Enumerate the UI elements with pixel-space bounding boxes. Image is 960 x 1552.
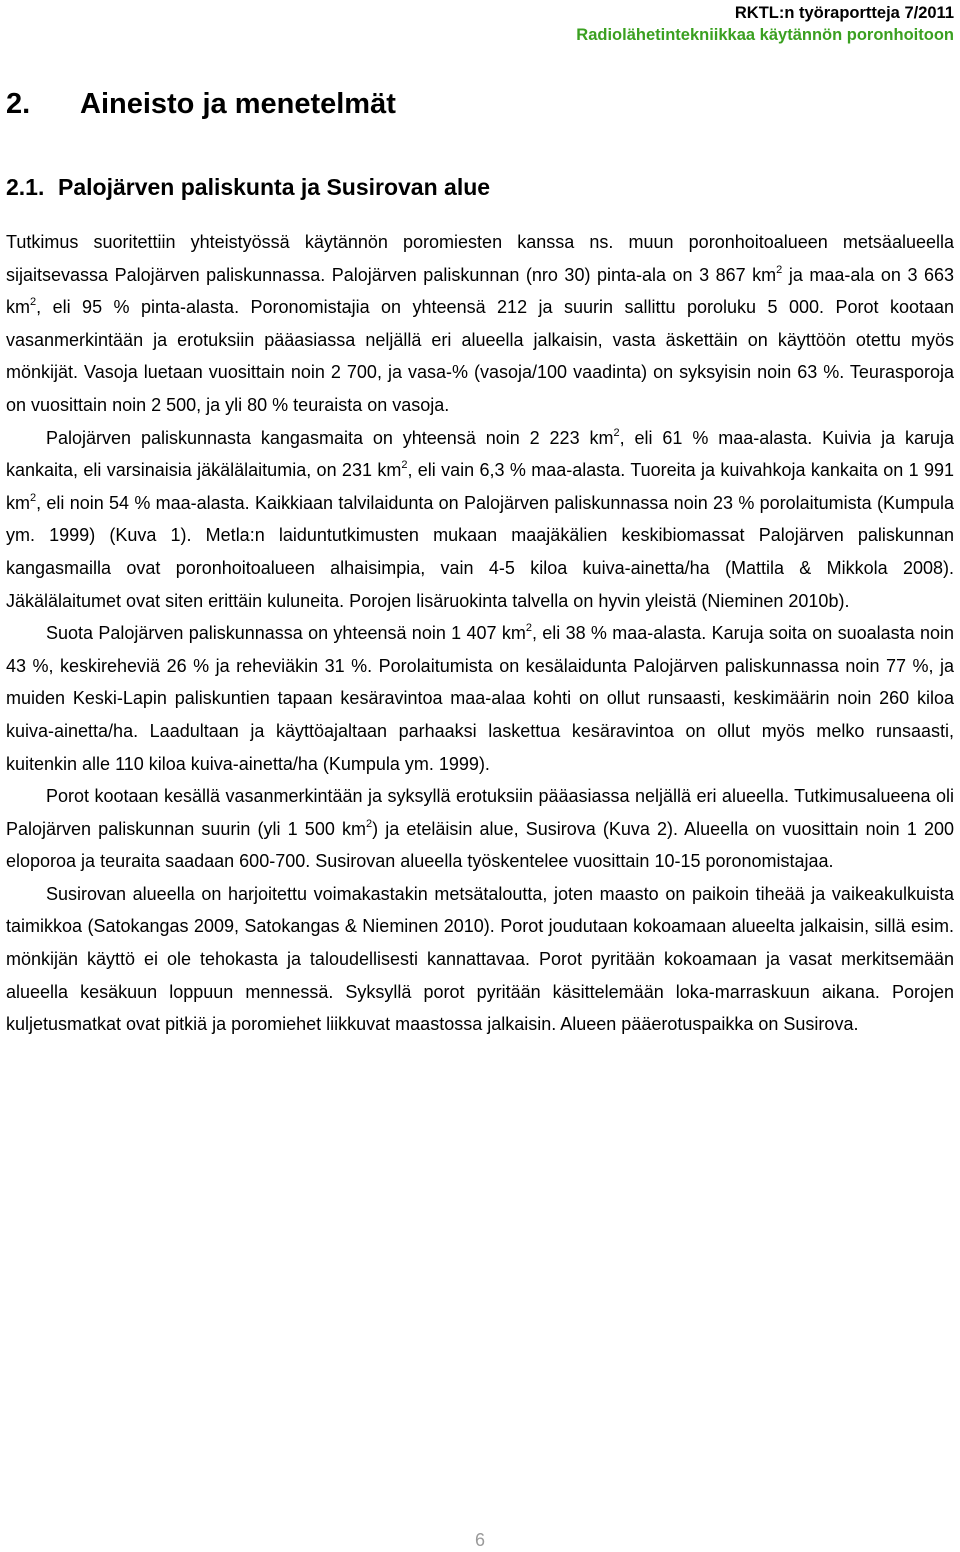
- paragraph-1: Tutkimus suoritettiin yhteistyössä käytännön poromiesten kanssa ns. muun poronhoitoalueen metsäalueella sijaitsevassa Palojärven paliskunnassa. Palojärven paliskunnan (nro 30) pinta-ala on 3 867 $km^2$ ja maa-ala on 3 663 $km^2$, eli 95 % pinta-alasta. Poronomistajia on yhteensä 212 ja suurin sallittu poroluku 5 000. Porot kootaan vasanmerkintään ja erotuksiin pääasiassa neljällä eri alueella jalkaisin, vasta äskettäin on käyttöön otettu myös mönkijät. Vasoja luetaan vuosittain noin 2 700, ja vasa-% (vasoja/100 vaadinta) on syksyisin noin 63 %. Teurasporoja on vuosittain noin 2 500, ja yli 80 % teuraista on vasoja.: [6, 232, 955, 415]
- report-series: RKTL:n työraportteja 7/2011: [734, 4, 954, 22]
- section-title: Palojärven paliskunta ja Susirovan alue: [58, 174, 491, 200]
- chapter-title: Aineisto ja menetelmät: [80, 88, 396, 120]
- chapter-number: 2.: [6, 88, 31, 120]
- page-number: 6: [474, 1530, 485, 1550]
- body-text: [6, 226, 954, 1041]
- section-heading: [6, 174, 490, 201]
- paragraph-4: Porot kootaan kesällä vasanmerkintään ja syksyllä erotuksiin pääasiassa neljällä eri alueella. Tutkimusalueena oli Palojärven paliskunnan suurin (yli 1 500 $km^2$) ja eteläisin alue, Susirova (Kuva 2). Alueella on vuosittain noin 1 200 eloporoa ja teuraita saadaan 600-700. Susirovan alueella työskentelee vuosittain 10-15 poronomistajaa.: [6, 786, 954, 872]
- paragraph-3: Suota Palojärven paliskunnassa on yhteensä noin 1 407 $km^2$, eli 38 % maa-alasta. Karuja soita on suoalasta noin 43 %, keskireheviä 26 % ja reheviäkin 31 %. Porolaitumista on kesälaidunta Palojärven paliskunnassa noin 77 %, ja muiden Keski-Lapin paliskuntien tapaan kesäravintoa maa-alaa kohti on ollut runsaasti, keskimäärin noin 260 kiloa kuiva-ainetta/ha. Laadultaan ja käyttöajaltaan parhaaksi laskettua kesäravintoa on ollut myös melko runsaasti, kuitenkin alle 110 kiloa kuiva-ainetta/ha (Kumpula ym. 1999).: [6, 622, 954, 774]
- chapter-heading: [6, 88, 396, 121]
- section-number: 2.1.: [6, 174, 45, 200]
- paragraph-5: Susirovan alueella on harjoitettu voimakastakin metsätaloutta, joten maasto on paikoin tiheää ja vaikeakulkuista taimikkoa (Satokangas 2009, Satokangas & Nieminen 2010). Porot joudutaan kokoamaan alueelta jalkaisin, sillä esim. mönkijän käyttö ei ole tehokasta ja taloudellisesti kannattavaa. Porot pyritään kokoamaan ja vasat merkitsemään alueella kesäkuun loppuun mennessä. Syksyllä porot pyritään käsittelemään loka-marraskuun aikana. Porojen kuljetusmatkat ovat pitkiä ja poromiehet liikkuvat maastossa jalkaisin. Alueen pääerotuspaikka on Susirova.: [6, 883, 954, 1035]
- paragraph-2: Palojärven paliskunnasta kangasmaita on yhteensä noin 2 223 $km^2$, eli 61 % maa-alasta. Kuivia ja karuja kankaita, eli varsinaisia jäkälälaitumia, on 231 $km^2$, eli vain 6,3 % maa-alasta. Tuoreita ja kuivahkoja kankaita on 1 991 $km^2$, eli noin 54 % maa-alasta. Kaikkiaan talvilaidunta on Palojärven paliskunnassa noin 23 % porolaitumista (Kumpula ym. 1999) (Kuva 1). Metla:n laiduntutkimusten mukaan maajäkälien keskibiomassat Palojärven paliskunnan kangasmailla ovat poronhoitoalueen alhaisimpia, vain 4-5 kiloa kuiva-ainetta/ha (Mattila & Mikkola 2008). Jäkälälaitumet ovat siten erittäin kuluneita. Porojen lisäruokinta talvella on hyvin yleistä (Nieminen 2010b).: [6, 426, 954, 611]
- running-header: [576, 2, 954, 46]
- report-title: Radiolähetintekniikkaa käytännön poronhoitoon: [576, 26, 954, 44]
